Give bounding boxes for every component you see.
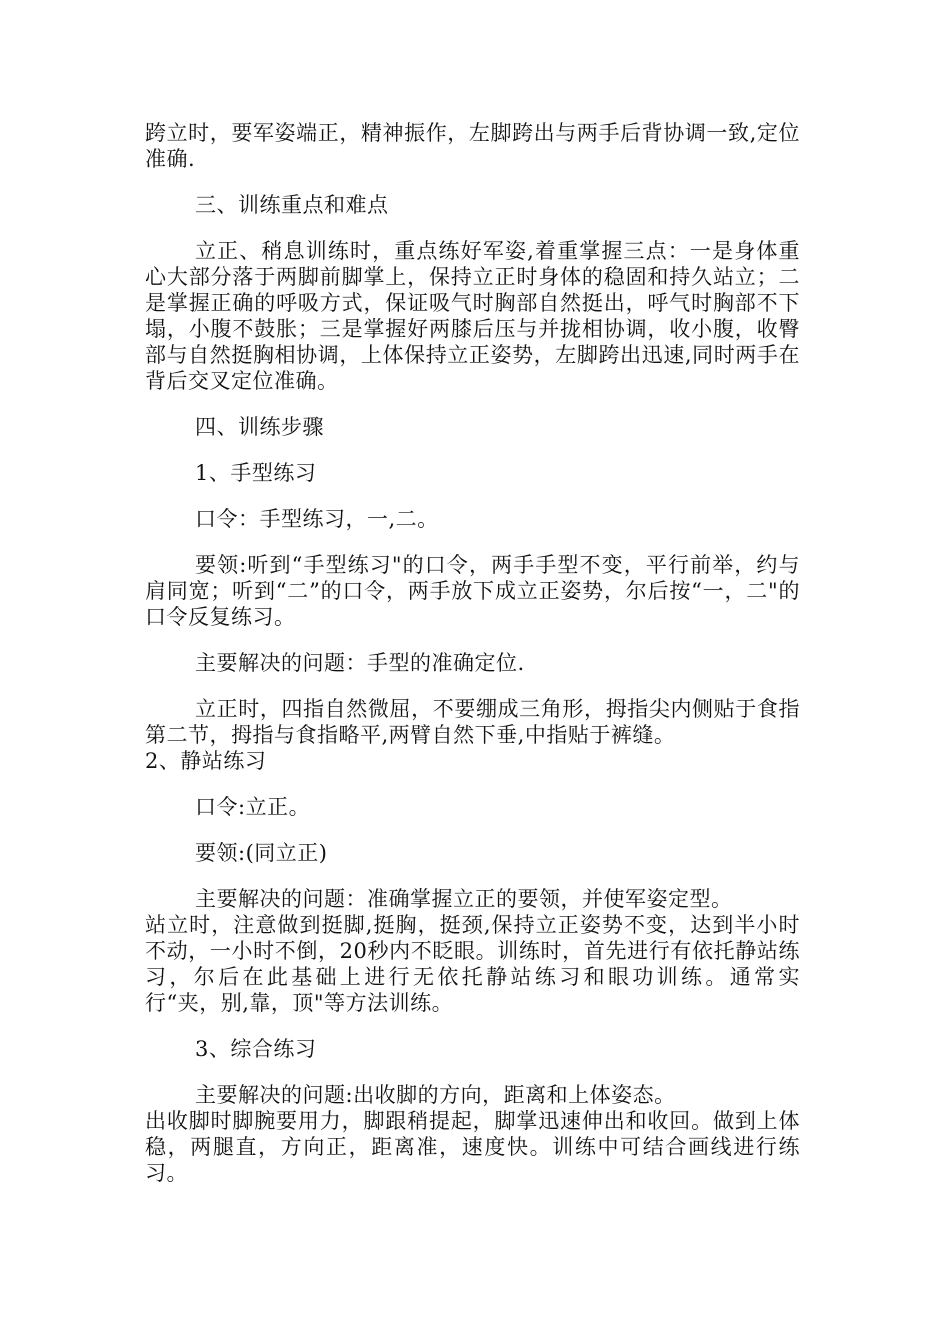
paragraph-static-stand-details: 站立时，注意做到挺脚,挺胸，挺颈,保持立正姿势不变，达到半小时不动，一小时不倒，20秒内不眨眼。训练时，首先进行有依托静站练习，尔后在此基础上进行无依托静站练习和眼功训练。通常实行“夹，别,靠，顶"等方法训练。 bbox=[145, 913, 800, 1015]
paragraph-static-stand-command: 口令:立正。 bbox=[195, 795, 311, 819]
paragraph-static-stand-essentials: 要领:(同立正) bbox=[195, 841, 328, 865]
paragraph-combined-details: 出收脚时脚腕要用力，脚跟稍提起，脚掌迅速伸出和收回。做到上体稳，两腿直，方向正，距离准，速度快。训练中可结合画线进行练习。 bbox=[145, 1109, 800, 1185]
paragraph-training-focus: 立正、稍息训练时，重点练好军姿,着重掌握三点：一是身体重心大部分落于两脚前脚掌上，保持立正时身体的稳固和持久站立；二是掌握正确的呼吸方式，保证吸气时胸部自然挺出，呼气时胸部不下塌，小腹不鼓胀；三是掌握好两膝后压与并拢相协调，收小腹，收臀部与自然挺胸相协调，上体保持立正姿势，左脚跨出迅速,同时两手在背后交叉定位准确。 bbox=[145, 239, 800, 393]
paragraph-hand-shape-problem: 主要解决的问题：手型的准确定位. bbox=[195, 651, 525, 675]
subheading-static-stand-practice: 2、静站练习 bbox=[145, 749, 267, 773]
paragraph-combined-problem: 主要解决的问题:出收脚的方向，距离和上体姿态。 bbox=[195, 1083, 676, 1107]
paragraph-stance-requirements: 跨立时，要军姿端正，精神振作，左脚跨出与两手后背协调一致,定位准确. bbox=[145, 121, 800, 171]
subheading-hand-shape-practice: 1、手型练习 bbox=[195, 461, 317, 485]
subheading-combined-practice: 3、综合练习 bbox=[195, 1037, 317, 1061]
paragraph-static-stand-problem: 主要解决的问题：准确掌握立正的要领，并使军姿定型。 bbox=[195, 887, 733, 911]
paragraph-hand-shape-details: 立正时，四指自然微屈，不要绷成三角形，拇指尖内侧贴于食指第二节，拇指与食指略平,两臂自然下垂,中指贴于裤缝。 bbox=[145, 697, 800, 747]
document-body bbox=[145, 120, 800, 1206]
paragraph-hand-shape-command: 口令：手型练习，一,二。 bbox=[195, 507, 439, 531]
section-heading-training-steps: 四、训练步骤 bbox=[195, 415, 324, 439]
section-heading-training-focus: 三、训练重点和难点 bbox=[195, 193, 389, 217]
paragraph-hand-shape-essentials: 要领:听到“手型练习"的口令，两手手型不变，平行前举，约与肩同宽；听到“二”的口令，两手放下成立正姿势，尔后按“一，二"的口令反复练习。 bbox=[145, 553, 800, 629]
